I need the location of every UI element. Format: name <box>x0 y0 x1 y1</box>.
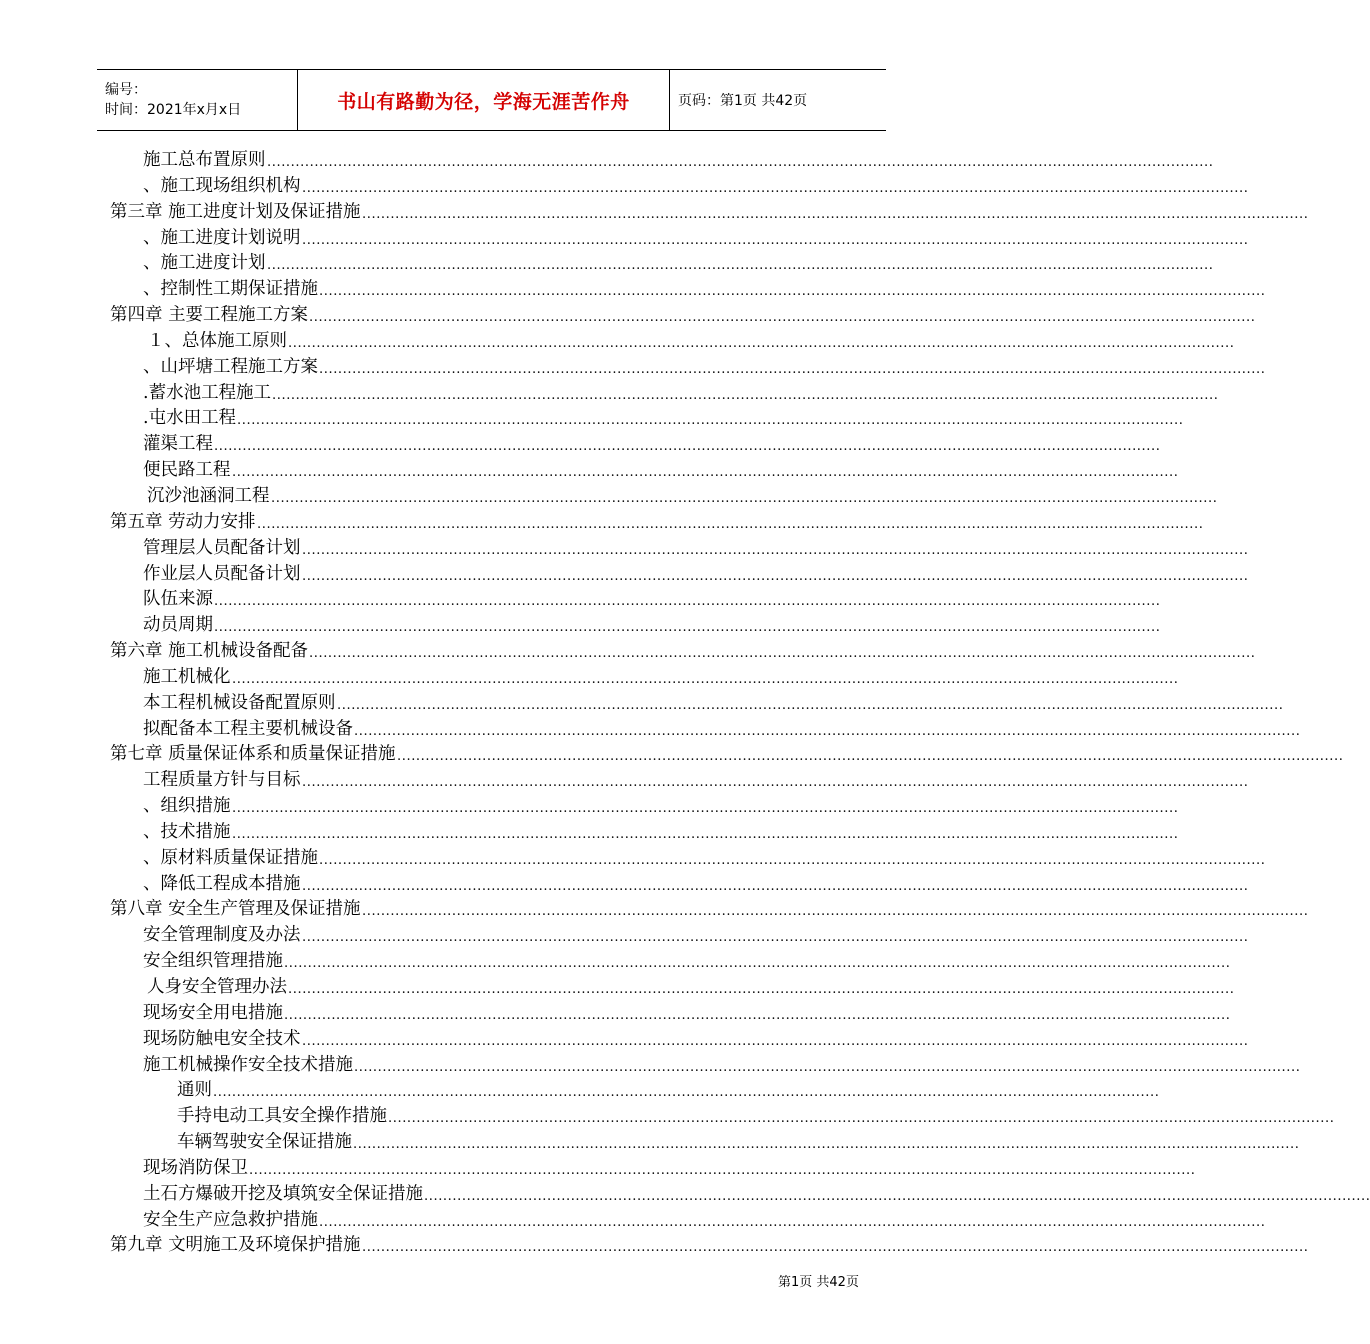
toc-entry-title: 、施工现场组织机构 <box>143 175 301 196</box>
header-page-info: 页码：第1页 共42页 <box>678 93 808 109</box>
toc-entry-title: 、施工进度计划 <box>143 253 266 274</box>
toc-leader-dots: ........................................................................................................................................................................................................ <box>267 258 1214 274</box>
toc-entry[interactable] <box>0 1078 1160 1104</box>
toc-entry-title: 、组织措施 <box>143 796 231 817</box>
toc-leader-dots: ........................................................................................................................................................................................................ <box>302 930 1249 946</box>
toc-entry[interactable] <box>0 432 1161 458</box>
toc-leader-dots: ........................................................................................................................................................................................................ <box>362 206 1309 222</box>
toc-leader-dots: ........................................................................................................................................................................................................ <box>232 465 1179 481</box>
toc-leader-dots: ........................................................................................................................................................................................................ <box>362 904 1309 920</box>
toc-entry[interactable] <box>0 949 1231 975</box>
toc-entry[interactable] <box>0 1233 1309 1259</box>
toc-leader-dots: ........................................................................................................................................................................................................ <box>424 1188 1370 1204</box>
toc-leader-dots: ........................................................................................................................................................................................................ <box>214 594 1161 610</box>
header-motto: 书山有路勤为径，学海无涯苦作舟 <box>297 70 670 130</box>
toc-entry[interactable] <box>0 794 1179 820</box>
toc-entry[interactable] <box>0 1182 1370 1208</box>
toc-leader-dots: ........................................................................................................................................................................................................ <box>302 878 1249 894</box>
toc-entry[interactable] <box>0 1156 1196 1182</box>
toc-entry[interactable] <box>0 742 1344 768</box>
toc-entry[interactable] <box>0 251 1214 277</box>
toc-entry[interactable] <box>0 1130 1300 1156</box>
toc-entry[interactable] <box>0 148 1214 174</box>
toc-leader-dots: ........................................................................................................................................................................................................ <box>237 413 1184 429</box>
toc-leader-dots: ........................................................................................................................................................................................................ <box>257 516 1204 532</box>
toc-entry-title: １、总体施工原则 <box>147 330 287 351</box>
toc-entry[interactable] <box>0 1053 1301 1079</box>
toc-entry[interactable] <box>0 510 1204 536</box>
serial-label: 编号： <box>105 82 147 98</box>
toc-entry-title: 灌渠工程 <box>143 434 213 455</box>
toc-entry[interactable] <box>0 820 1179 846</box>
toc-entry[interactable] <box>0 768 1249 794</box>
page-header <box>97 69 886 131</box>
page-footer: 第1页 共42页 <box>778 1275 859 1290</box>
toc-entry-title: 第九章 文明施工及环境保护措施 <box>110 1235 361 1256</box>
toc-entry-title: 人身安全管理办法 <box>147 977 287 997</box>
toc-entry[interactable] <box>0 897 1309 923</box>
toc-leader-dots: ........................................................................................................................................................................................................ <box>213 1085 1160 1101</box>
table-of-contents <box>0 148 1370 1259</box>
toc-entry[interactable] <box>0 872 1249 898</box>
toc-entry-title: 第七章 质量保证体系和质量保证措施 <box>110 744 396 765</box>
toc-leader-dots: ........................................................................................................................................................................................................ <box>337 697 1284 713</box>
toc-entry-title: 土石方爆破开挖及填筑安全保证措施 <box>143 1183 423 1204</box>
toc-entry-title: 管理层人员配备计划 <box>143 537 301 558</box>
toc-leader-dots: ........................................................................................................................................................................................................ <box>267 155 1214 170</box>
toc-entry-title: 现场防触电安全技术 <box>143 1028 301 1049</box>
toc-leader-dots: ........................................................................................................................................................................................................ <box>284 1007 1231 1023</box>
toc-entry-title: 第五章 劳动力安排 <box>110 511 256 532</box>
toc-entry[interactable] <box>0 587 1161 613</box>
toc-leader-dots: ........................................................................................................................................................................................................ <box>302 180 1249 196</box>
toc-leader-dots: ........................................................................................................................................................................................................ <box>232 671 1179 687</box>
toc-leader-dots: ........................................................................................................................................................................................................ <box>271 490 1218 506</box>
toc-entry-title: 拟配备本工程主要机械设备 <box>143 718 353 739</box>
toc-entry[interactable] <box>0 381 1219 407</box>
toc-entry-title: 、控制性工期保证措施 <box>143 279 318 300</box>
toc-leader-dots: ........................................................................................................................................................................................................ <box>397 749 1344 765</box>
time-label: 时间：2021年x月x日 <box>105 102 242 118</box>
toc-entry-title: 、技术措施 <box>143 821 231 842</box>
toc-entry[interactable] <box>0 975 1235 1001</box>
toc-leader-dots: ........................................................................................................................................................................................................ <box>302 1033 1249 1049</box>
toc-entry-title: 队伍来源 <box>143 589 213 610</box>
toc-entry[interactable] <box>0 1001 1231 1027</box>
toc-entry-title: .屯水田工程 <box>143 408 237 429</box>
toc-leader-dots: ........................................................................................................................................................................................................ <box>249 1162 1196 1178</box>
toc-entry-title: .蓄水池工程施工 <box>143 382 272 403</box>
toc-leader-dots: ........................................................................................................................................................................................................ <box>388 1111 1335 1127</box>
toc-entry[interactable] <box>0 303 1256 329</box>
toc-entry-title: 沉沙池涵洞工程 <box>147 485 270 506</box>
toc-entry-title: 车辆驾驶安全保证措施 <box>177 1132 352 1153</box>
toc-entry-title: 第六章 施工机械设备配备 <box>110 641 309 662</box>
toc-leader-dots: ........................................................................................................................................................................................................ <box>302 775 1249 791</box>
toc-entry[interactable] <box>0 923 1249 949</box>
toc-entry-title: 施工机械操作安全技术措施 <box>143 1054 353 1075</box>
toc-leader-dots: ........................................................................................................................................................................................................ <box>302 568 1249 584</box>
toc-entry[interactable] <box>0 277 1266 303</box>
toc-entry-title: 施工机械化 <box>143 666 231 687</box>
toc-entry-title: 便民路工程 <box>143 460 231 481</box>
toc-entry-title: 、原材料质量保证措施 <box>143 847 318 868</box>
toc-entry[interactable] <box>0 562 1249 588</box>
toc-entry-title: 第三章 施工进度计划及保证措施 <box>110 201 361 222</box>
toc-leader-dots: ........................................................................................................................................................................................................ <box>288 335 1235 351</box>
toc-leader-dots: ........................................................................................................................................................................................................ <box>319 284 1266 300</box>
toc-leader-dots: ........................................................................................................................................................................................................ <box>309 646 1256 662</box>
toc-entry[interactable] <box>0 691 1284 717</box>
toc-leader-dots: ........................................................................................................................................................................................................ <box>214 620 1161 636</box>
toc-entry-title: 本工程机械设备配置原则 <box>143 692 336 713</box>
toc-leader-dots: ........................................................................................................................................................................................................ <box>288 982 1235 997</box>
toc-entry[interactable] <box>0 200 1309 226</box>
toc-leader-dots: ........................................................................................................................................................................................................ <box>272 387 1219 403</box>
toc-leader-dots: ........................................................................................................................................................................................................ <box>214 439 1161 455</box>
toc-entry-title: 施工总布置原则 <box>143 150 266 170</box>
toc-entry[interactable] <box>0 226 1249 252</box>
toc-leader-dots: ........................................................................................................................................................................................................ <box>309 310 1256 326</box>
toc-leader-dots: ........................................................................................................................................................................................................ <box>362 1240 1309 1256</box>
toc-entry-title: 第四章 主要工程施工方案 <box>110 305 309 326</box>
toc-leader-dots: ........................................................................................................................................................................................................ <box>302 542 1249 558</box>
toc-entry-title: 现场消防保卫 <box>143 1157 248 1178</box>
toc-entry-title: 、降低工程成本措施 <box>143 873 301 894</box>
toc-entry-title: 安全管理制度及办法 <box>143 925 301 946</box>
toc-leader-dots: ........................................................................................................................................................................................................ <box>319 361 1266 377</box>
toc-leader-dots: ........................................................................................................................................................................................................ <box>319 1214 1266 1230</box>
toc-entry[interactable] <box>0 458 1179 484</box>
toc-leader-dots: ........................................................................................................................................................................................................ <box>354 1059 1301 1075</box>
toc-entry-title: 手持电动工具安全操作措施 <box>177 1106 387 1127</box>
toc-entry-title: 现场安全用电措施 <box>143 1002 283 1023</box>
toc-entry[interactable] <box>0 717 1301 743</box>
toc-entry-title: 、施工进度计划说明 <box>143 227 301 248</box>
toc-leader-dots: ........................................................................................................................................................................................................ <box>284 956 1231 972</box>
toc-entry[interactable] <box>0 1027 1249 1053</box>
toc-entry[interactable] <box>0 846 1266 872</box>
toc-entry[interactable] <box>0 536 1249 562</box>
toc-entry-title: 工程质量方针与目标 <box>143 770 301 791</box>
toc-leader-dots: ........................................................................................................................................................................................................ <box>319 852 1266 868</box>
toc-entry-title: 动员周期 <box>143 615 213 636</box>
toc-leader-dots: ........................................................................................................................................................................................................ <box>232 826 1179 842</box>
toc-entry-title: 通则 <box>177 1080 212 1101</box>
toc-entry[interactable] <box>0 406 1184 432</box>
toc-entry[interactable] <box>0 665 1179 691</box>
toc-entry[interactable] <box>0 639 1256 665</box>
toc-leader-dots: ........................................................................................................................................................................................................ <box>232 801 1179 817</box>
toc-entry-title: 安全组织管理措施 <box>143 951 283 972</box>
toc-leader-dots: ........................................................................................................................................................................................................ <box>354 723 1301 739</box>
toc-leader-dots: ........................................................................................................................................................................................................ <box>302 232 1249 248</box>
toc-entry[interactable] <box>0 484 1218 510</box>
toc-entry[interactable] <box>0 174 1249 200</box>
toc-entry[interactable] <box>0 1208 1266 1234</box>
toc-entry-title: 第八章 安全生产管理及保证措施 <box>110 899 361 920</box>
toc-entry[interactable] <box>0 355 1266 381</box>
toc-entry[interactable] <box>0 1104 1335 1130</box>
header-left-cell <box>97 70 297 130</box>
toc-entry-title: 安全生产应急救护措施 <box>143 1209 318 1230</box>
toc-entry-title: 作业层人员配备计划 <box>143 563 301 584</box>
toc-entry[interactable] <box>0 613 1161 639</box>
toc-entry-title: 、山坪塘工程施工方案 <box>143 356 318 377</box>
toc-entry[interactable] <box>0 329 1235 355</box>
toc-leader-dots: ........................................................................................................................................................................................................ <box>353 1137 1300 1153</box>
